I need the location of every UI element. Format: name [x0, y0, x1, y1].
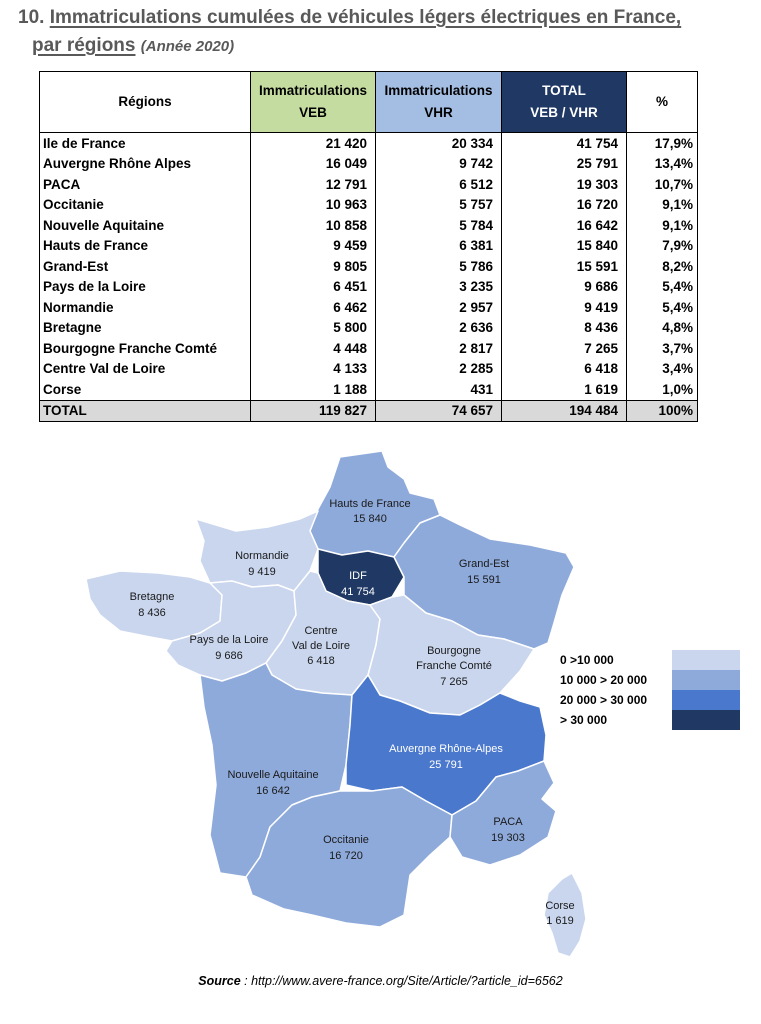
header-veb: [251, 72, 376, 133]
total-cell: 1 619: [502, 379, 627, 400]
map-label-corse-value: 1 619: [546, 915, 574, 927]
pct-cell: 9,1%: [627, 195, 698, 216]
veb-cell: 16 049: [251, 154, 376, 175]
region-cell: Pays de la Loire: [40, 277, 251, 298]
table-row: [40, 277, 698, 298]
veb-cell: 1 188: [251, 379, 376, 400]
legend-label: 10 000 > 20 000: [560, 673, 648, 687]
legend-swatch: [672, 670, 740, 690]
map-label-normandie-value: 9 419: [248, 566, 276, 578]
pct-cell: 3,7%: [627, 338, 698, 359]
veb-cell: 21 420: [251, 133, 376, 154]
map-label-bretagne-value: 8 436: [138, 607, 166, 619]
map-label-na-name: Nouvelle Aquitaine: [227, 769, 319, 781]
vhr-cell: 5 786: [376, 256, 502, 277]
total-cell: 8 436: [502, 318, 627, 339]
map-label-occitanie-name: Occitanie: [323, 834, 369, 846]
source-note: [0, 974, 761, 988]
total-cell: 9 686: [502, 277, 627, 298]
vhr-cell: 431: [376, 379, 502, 400]
map-label-pdl-value: 9 686: [215, 650, 243, 662]
legend-item: [560, 710, 740, 730]
table-row: [40, 154, 698, 175]
veb-cell: 9 459: [251, 236, 376, 257]
table-row: [40, 133, 698, 154]
map-label-grandest-name: Grand-Est: [458, 558, 510, 570]
vhr-cell: 6 512: [376, 174, 502, 195]
veb-cell: 4 133: [251, 359, 376, 380]
pct-cell: 5,4%: [627, 277, 698, 298]
map-label-idf-value: 41 754: [341, 586, 375, 598]
header-total-line2: VEB / VHR: [530, 105, 598, 120]
veb-cell: 12 791: [251, 174, 376, 195]
map-label-cvl-name-line2: Val de Loire: [292, 640, 350, 652]
title-line1: Immatriculations cumulées de véhicules légers électriques en France,: [49, 7, 682, 28]
total-cell: 25 791: [502, 154, 627, 175]
table-row: [40, 195, 698, 216]
region-cell: Corse: [40, 379, 251, 400]
total-vhr-cell: 74 657: [376, 400, 502, 421]
region-cell: Normandie: [40, 297, 251, 318]
veb-cell: 10 858: [251, 215, 376, 236]
map-label-hdf-value: 15 840: [353, 513, 387, 525]
total-region-cell: TOTAL: [40, 400, 251, 421]
total-cell: 7 265: [502, 338, 627, 359]
vhr-cell: 6 381: [376, 236, 502, 257]
region-cell: Centre Val de Loire: [40, 359, 251, 380]
total-pct-cell: 100%: [627, 400, 698, 421]
vhr-cell: 20 334: [376, 133, 502, 154]
header-vhr-line1: Immatriculations: [384, 83, 493, 98]
vhr-cell: 2 817: [376, 338, 502, 359]
total-cell: 16 642: [502, 215, 627, 236]
map-label-paca-value: 19 303: [491, 832, 525, 844]
region-bretagne: [86, 571, 222, 641]
header-total-line1: TOTAL: [542, 83, 586, 98]
region-cell: Bretagne: [40, 318, 251, 339]
veb-cell: 5 800: [251, 318, 376, 339]
map-label-bfc-name-line1: Bourgogne: [427, 645, 481, 657]
vhr-cell: 9 742: [376, 154, 502, 175]
map-label-corse-name: Corse: [545, 900, 575, 912]
total-cell: 6 418: [502, 359, 627, 380]
veb-cell: 6 451: [251, 277, 376, 298]
pct-cell: 17,9%: [627, 133, 698, 154]
veb-cell: 10 963: [251, 195, 376, 216]
total-cell: 19 303: [502, 174, 627, 195]
vhr-cell: 2 636: [376, 318, 502, 339]
map-label-ara-value: 25 791: [429, 759, 463, 771]
header-regions: Régions: [40, 72, 251, 133]
table-total-row: [40, 400, 698, 421]
legend-swatch: [672, 710, 740, 730]
legend-swatch: [672, 690, 740, 710]
veb-cell: 4 448: [251, 338, 376, 359]
veb-cell: 6 462: [251, 297, 376, 318]
table-row: [40, 174, 698, 195]
map-label-hdf-name: Hauts de France: [329, 498, 411, 510]
map-label-ara-name: Auvergne Rhône-Alpes: [389, 743, 503, 755]
region-cell: Grand-Est: [40, 256, 251, 277]
total-cell: 15 591: [502, 256, 627, 277]
vhr-cell: 3 235: [376, 277, 502, 298]
region-cell: Ile de France: [40, 133, 251, 154]
total-cell: 9 419: [502, 297, 627, 318]
legend-label: 20 000 > 30 000: [560, 693, 648, 707]
pct-cell: 8,2%: [627, 256, 698, 277]
total-cell: 15 840: [502, 236, 627, 257]
header-veb-line1: Immatriculations: [258, 83, 368, 98]
table-row: [40, 215, 698, 236]
section-number: 10.: [18, 7, 45, 28]
map-label-normandie-name: Normandie: [235, 550, 289, 562]
pct-cell: 5,4%: [627, 297, 698, 318]
map-label-cvl-name-line1: Centre: [304, 625, 338, 637]
source-label: Source: [198, 974, 241, 988]
legend-item: [560, 670, 740, 690]
pct-cell: 13,4%: [627, 154, 698, 175]
map-label-bretagne-name: Bretagne: [129, 591, 175, 603]
map-label-paca-name: PACA: [493, 816, 523, 828]
total-veb-cell: 119 827: [251, 400, 376, 421]
table-row: [40, 379, 698, 400]
table-row: [40, 359, 698, 380]
legend-item: [560, 650, 740, 670]
vhr-cell: 5 784: [376, 215, 502, 236]
table-header-row: [40, 72, 698, 133]
region-cell: Bourgogne Franche Comté: [40, 338, 251, 359]
header-pct: %: [627, 72, 698, 133]
total-cell: 41 754: [502, 133, 627, 154]
page-title: [18, 4, 738, 61]
region-cell: PACA: [40, 174, 251, 195]
map-label-bfc-name-line2: Franche Comté: [416, 660, 492, 672]
map-label-cvl-value: 6 418: [307, 655, 335, 667]
table-row: [40, 338, 698, 359]
header-vhr-line2: VHR: [424, 105, 453, 120]
region-cell: Nouvelle Aquitaine: [40, 215, 251, 236]
registrations-table: [39, 71, 698, 422]
table-row: [40, 318, 698, 339]
title-year: (Année 2020): [140, 38, 235, 55]
region-cell: Auvergne Rhône Alpes: [40, 154, 251, 175]
map-label-pdl-name: Pays de la Loire: [189, 634, 269, 646]
legend-swatch: [672, 650, 740, 670]
legend-label: > 30 000: [560, 713, 608, 727]
legend-label: 0 >10 000: [560, 653, 614, 667]
region-cell: Hauts de France: [40, 236, 251, 257]
map-label-idf-name: IDF: [349, 570, 367, 582]
source-text: : http://www.avere-france.org/Site/Article/?article_id=6562: [240, 974, 563, 988]
pct-cell: 9,1%: [627, 215, 698, 236]
map-label-bfc-value: 7 265: [440, 676, 468, 688]
header-vhr: [376, 72, 502, 133]
vhr-cell: 2 285: [376, 359, 502, 380]
map-label-grandest-value: 15 591: [467, 574, 501, 586]
vhr-cell: 5 757: [376, 195, 502, 216]
vhr-cell: 2 957: [376, 297, 502, 318]
pct-cell: 3,4%: [627, 359, 698, 380]
title-line2: par régions: [32, 35, 136, 56]
header-total: [502, 72, 627, 133]
region-cell: Occitanie: [40, 195, 251, 216]
veb-cell: 9 805: [251, 256, 376, 277]
header-veb-line2: VEB: [299, 105, 327, 120]
table-row: [40, 256, 698, 277]
pct-cell: 1,0%: [627, 379, 698, 400]
map-label-na-value: 16 642: [256, 785, 290, 797]
pct-cell: 4,8%: [627, 318, 698, 339]
pct-cell: 10,7%: [627, 174, 698, 195]
total-cell: 16 720: [502, 195, 627, 216]
total-total-cell: 194 484: [502, 400, 627, 421]
table-row: [40, 297, 698, 318]
table-row: [40, 236, 698, 257]
pct-cell: 7,9%: [627, 236, 698, 257]
legend-item: [560, 690, 740, 710]
map-label-occitanie-value: 16 720: [329, 850, 363, 862]
